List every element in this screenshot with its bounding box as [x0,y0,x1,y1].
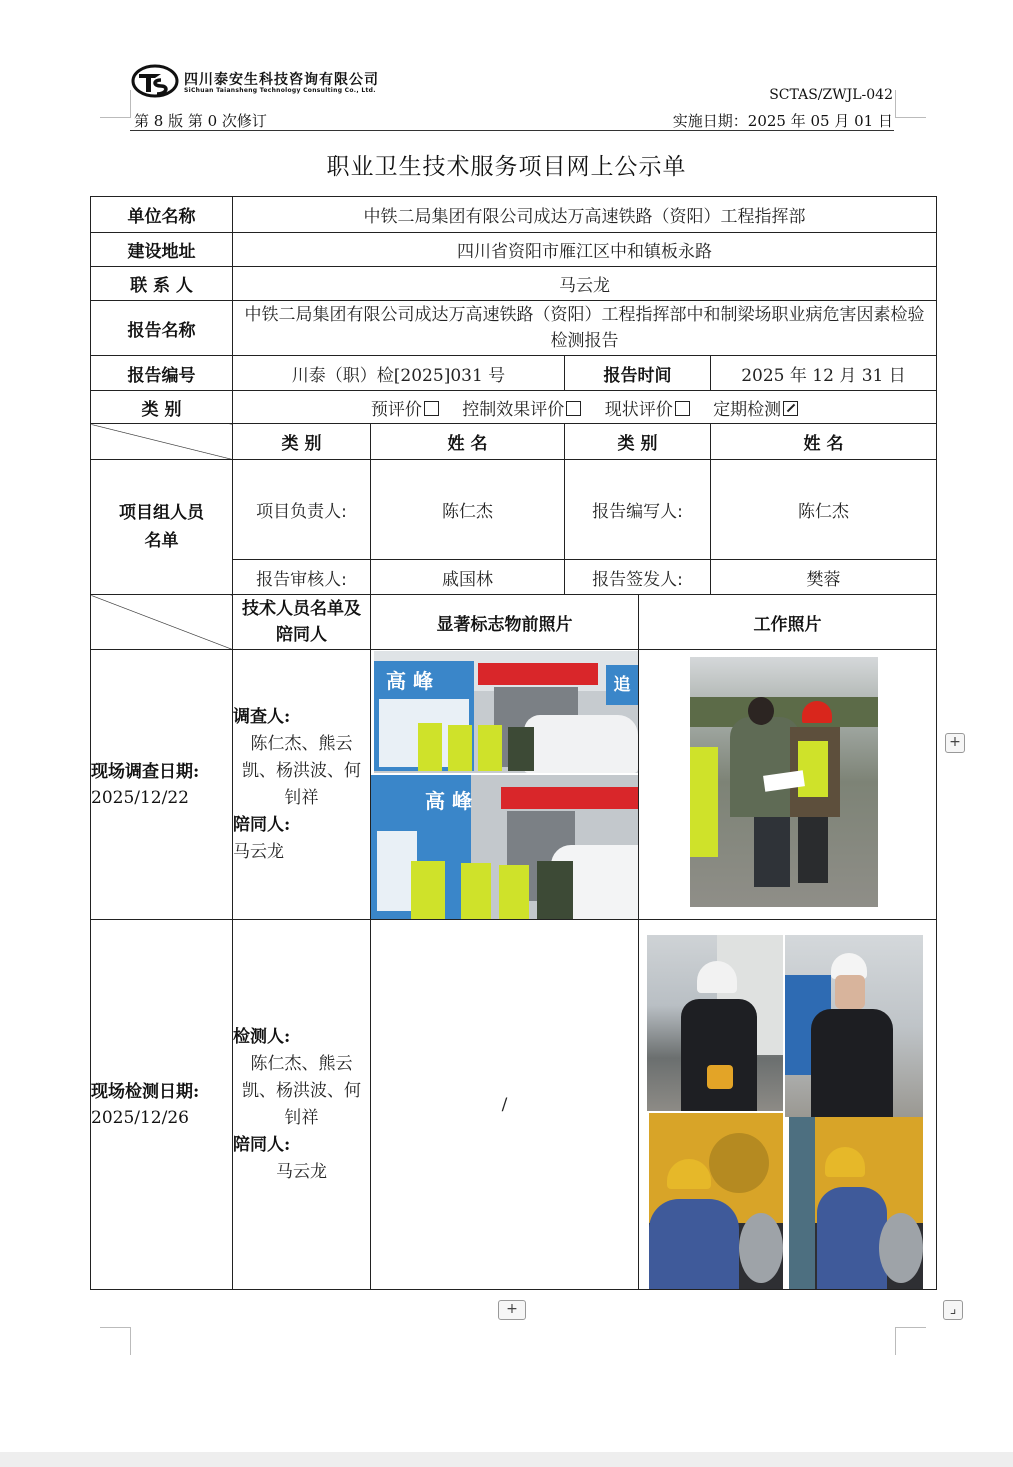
crop-mark-bottom-right-v [895,1327,896,1355]
report-name-label: 报告名称 [91,301,233,356]
tech-staff-header: 技术人员名单及陪同人 [233,595,371,650]
detection-photo-3 [649,1113,783,1290]
survey-date-cell [91,650,233,920]
category-option-control-eval[interactable]: 控制效果评价 [462,400,581,420]
detection-staff-cell [233,920,371,1290]
survey-work-photo [690,657,878,907]
add-row-button-bottom[interactable]: + [498,1300,526,1320]
crop-mark-bottom-left-h [100,1327,130,1328]
team-col-type-2: 类 别 [565,424,711,460]
detection-date-label: 现场检测日期: [91,1081,200,1102]
sign-text-1: 高 峰 [386,669,433,693]
checkbox-periodic-checked[interactable] [783,401,798,416]
survey-landmark-photo-cell [371,650,639,920]
writer-label: 报告编写人: [565,460,711,560]
leader-name: 陈仁杰 [371,460,565,560]
header-divider [130,130,894,131]
edition-info: 第 8 版 第 0 次修订 [134,112,267,130]
category-option-pre-eval[interactable]: 预评价 [371,400,439,420]
report-time-value: 2025 年 12 月 31 日 [711,356,937,391]
detection-date-value: 2025/12/26 [91,1107,189,1128]
detection-staff-names: 陈仁杰、熊云凯、杨洪波、何钊祥 [242,1053,361,1128]
work-photo-header: 工作照片 [639,595,937,650]
crop-mark-top-right-v [895,90,896,118]
leader-label: 项目负责人: [233,460,371,560]
implementation-date: 实施日期：2025 年 05 月 01 日 [672,112,893,130]
survey-date-value: 2025/12/22 [91,787,189,808]
category-option-periodic[interactable]: 定期检测 [713,400,798,420]
issuer-label: 报告签发人: [565,560,711,595]
report-time-label: 报告时间 [565,356,711,391]
photo-header-diagonal [91,595,233,650]
category-option-status-eval[interactable]: 现状评价 [605,400,690,420]
company-logo-icon [131,64,179,98]
writer-name: 陈仁杰 [711,460,937,560]
report-name-value: 中铁二局集团有限公司成达万高速铁路（资阳）工程指挥部中和制梁场职业病危害因素检验检测报告 [233,301,937,356]
issuer-name: 樊蓉 [711,560,937,595]
detection-photo-2 [785,935,923,1117]
reviewer-name: 戚国林 [371,560,565,595]
crop-mark-bottom-left-v [130,1327,131,1355]
document-code: SCTAS/ZWJL-042 [769,87,893,103]
reviewer-label: 报告审核人: [233,560,371,595]
detection-staff-label: 检测人: [233,1026,291,1047]
team-col-name-2: 姓 名 [711,424,937,460]
checkbox-control-eval[interactable] [566,401,581,416]
detection-photo-4 [789,1117,923,1290]
report-number-value: 川泰（职）检[2025]031 号 [233,356,565,391]
detection-photo-1 [647,935,783,1111]
checkbox-pre-eval[interactable] [424,401,439,416]
report-number-label: 报告编号 [91,356,233,391]
survey-date-label: 现场调查日期: [91,761,200,782]
team-header-diagonal [91,424,233,460]
survey-staff-names: 陈仁杰、熊云凯、杨洪波、何钊祥 [242,733,361,808]
address-label: 建设地址 [91,233,233,267]
landmark-photo-2 [371,775,639,919]
landmark-photo-1 [374,651,638,773]
detection-work-photo-cell [639,920,937,1290]
unit-name-label: 单位名称 [91,197,233,233]
team-col-type-1: 类 别 [233,424,371,460]
detection-date-cell [91,920,233,1290]
sign-text-2: 追 [606,665,638,705]
team-col-name-1: 姓 名 [371,424,565,460]
checkbox-status-eval[interactable] [675,401,690,416]
contact-value: 马云龙 [233,267,937,301]
category-options [233,391,937,424]
survey-companion-name: 马云龙 [233,841,284,862]
unit-name-value: 中铁二局集团有限公司成达万高速铁路（资阳）工程指挥部 [233,197,937,233]
crop-mark-bottom-right-h [896,1327,926,1328]
category-label: 类 别 [91,391,233,424]
company-name-en: SiChuan Taiansheng Technology Consulting Co., Ltd. [184,87,376,94]
survey-staff-cell [233,650,371,920]
sign-text-1b: 高 峰 [425,789,472,813]
crop-mark-top-right-h [896,117,926,118]
survey-staff-label: 调查人: [233,706,291,727]
survey-work-photo-cell [639,650,937,920]
add-row-button-right[interactable]: + [945,733,965,753]
bottom-status-bar [0,1452,1013,1467]
team-section-label: 项目组人员名单 [91,460,233,595]
detection-companion-name: 马云龙 [276,1161,327,1182]
detection-companion-label: 陪同人: [233,1134,291,1155]
crop-mark-top-left-h [100,117,130,118]
contact-label: 联 系 人 [91,267,233,301]
landmark-photo-header: 显著标志物前照片 [371,595,639,650]
company-name-cn: 四川泰安生科技咨询有限公司 [184,72,379,88]
address-value: 四川省资阳市雁江区中和镇板永路 [233,233,937,267]
survey-companion-label: 陪同人: [233,814,291,835]
detection-landmark-photo-cell: / [371,920,639,1290]
page-title: 职业卫生技术服务项目网上公示单 [326,154,687,180]
notice-table [90,196,937,1290]
table-resize-handle-icon[interactable]: ⌟ [943,1300,963,1320]
